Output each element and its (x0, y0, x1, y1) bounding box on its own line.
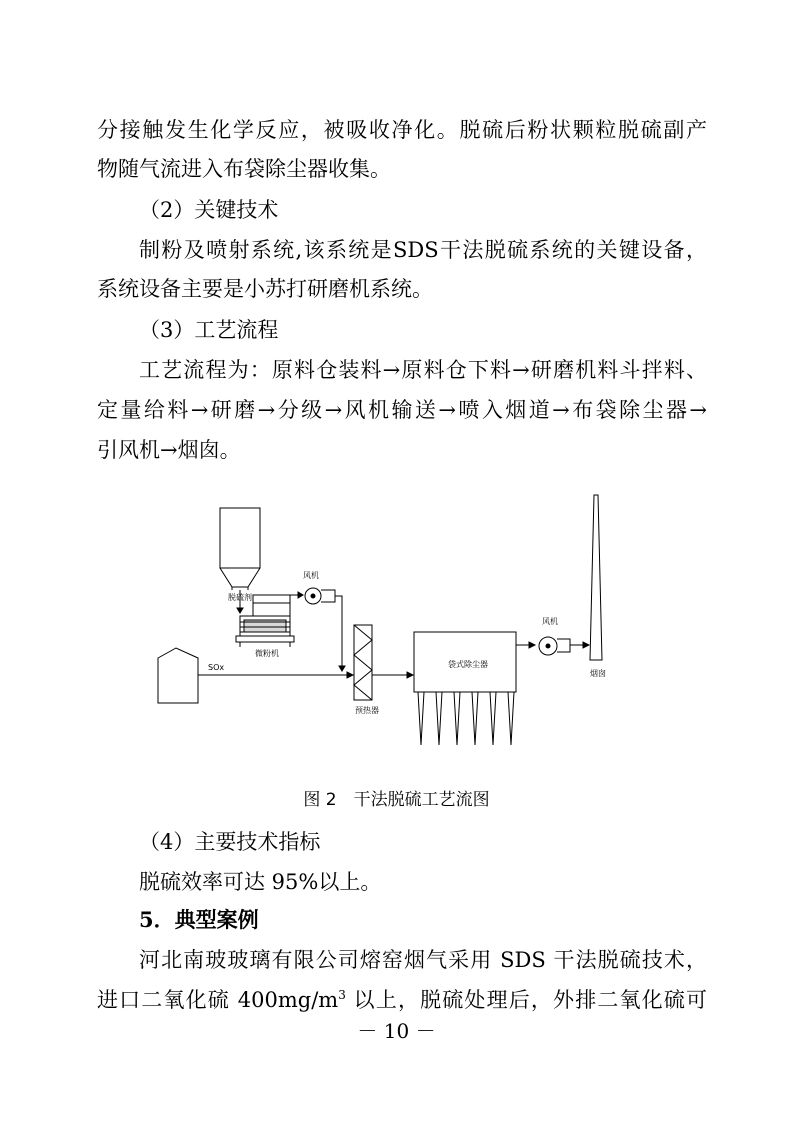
fan-1-icon (305, 588, 335, 604)
heading-process-flow: （3）工艺流程 (139, 318, 279, 342)
label-fan-2: 风机 (542, 617, 558, 626)
paragraph-4-line-1: 脱硫效率可达 95%以上。 (139, 870, 382, 894)
label-sox: SOx (208, 663, 225, 672)
page-number: － 10 － (357, 1019, 436, 1043)
silo-icon (220, 508, 260, 590)
mill-icon (236, 616, 294, 647)
paragraph-1-line-1: 分接触发生化学反应，被吸收净化。脱硫后粉状颗粒脱硫副产 (97, 118, 707, 142)
paragraph-3-line-2: 定量给料→研磨→分级→风机输送→喷入烟道→布袋除尘器→ (97, 398, 707, 422)
paragraph-1-line-2: 物随气流进入布袋除尘器收集。 (97, 157, 391, 181)
paragraph-3-line-3: 引风机→烟囱。 (97, 438, 241, 462)
paragraph-3-line-1: 工艺流程为：原料仓装料→原料仓下料→研磨机料斗拌料、 (139, 358, 707, 382)
baghouse-icon (414, 632, 516, 745)
label-mill: 微粉机 (255, 649, 279, 658)
paragraph-5-line-2 (97, 987, 707, 1013)
label-desulfurizer: 脱硫剂 (228, 593, 252, 602)
label-chimney: 烟囱 (590, 669, 606, 678)
process-flow-diagram (150, 490, 620, 765)
heading-key-indicators: （4）主要技术指标 (139, 830, 321, 854)
chimney-icon (590, 495, 602, 660)
label-preheater: 预热器 (355, 706, 379, 715)
paragraph-5-line-2-prefix: 进口二氧化硫 400mg/m (97, 988, 339, 1012)
preheater-icon (354, 625, 372, 700)
fan-2-icon (539, 637, 570, 655)
figure-caption: 图 2 干法脱硫工艺流图 (303, 790, 490, 810)
paragraph-2-line-1: 制粉及喷射系统,该系统是SDS干法脱硫系统的关键设备， (139, 238, 707, 262)
paragraph-5-line-2-suffix: 以上，脱硫处理后，外排二氧化硫可 (345, 988, 707, 1012)
label-baghouse: 袋式除尘器 (448, 660, 488, 669)
superscript-3: 3 (338, 988, 346, 1002)
paragraph-5-line-1: 河北南玻玻璃有限公司熔窑烟气采用 SDS 干法脱硫技术， (139, 948, 707, 972)
heading-key-technology: （2）关键技术 (139, 198, 279, 222)
heading-typical-case: 5．典型案例 (139, 907, 259, 932)
sox-source-icon (158, 648, 198, 703)
paragraph-2-line-2: 系统设备主要是小苏打研磨机系统。 (97, 277, 433, 301)
label-fan-1: 风机 (303, 571, 319, 580)
